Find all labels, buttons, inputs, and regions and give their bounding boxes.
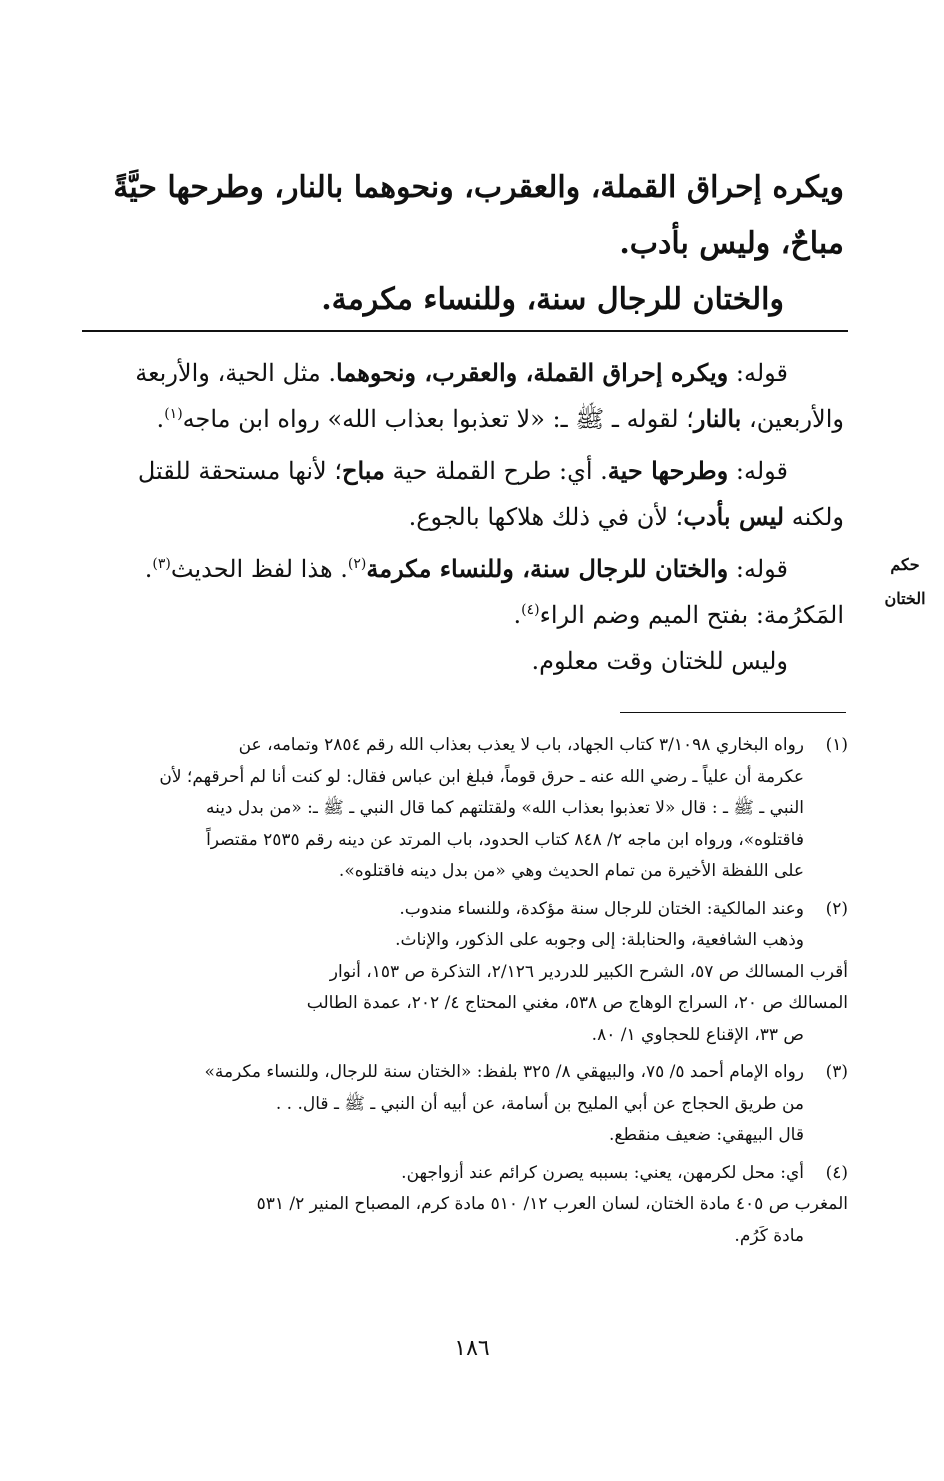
text: . (156, 405, 165, 433)
footnote (68, 730, 848, 762)
matn-line: والختان للرجال سنة، وللنساء مكرمة. (321, 282, 784, 317)
text: قوله: (728, 359, 788, 387)
quoted-matn: بالنار (693, 404, 742, 433)
commentary (74, 350, 844, 684)
matn-text (84, 160, 844, 328)
footnote-text: وعند المالكية: الختان للرجال سنة مؤكدة، وللنساء مندوب. (399, 898, 804, 919)
text: قوله: (728, 457, 788, 485)
text: . هذا لفظ الحديث (170, 555, 348, 583)
footnote-ref[interactable]: (٢) (347, 556, 367, 572)
footnote-number: (٢) (825, 898, 848, 919)
text: ؛ لقوله ـ ﷺ ـ: «لا تعذبوا بعذاب الله» رواه ابن ماجه (182, 405, 694, 433)
commentary-line (74, 494, 844, 540)
footnote-line: فاقتلوه»، ورواه ابن ماجه ٢/ ٨٤٨ كتاب الحدود، باب المرتد عن دينه رقم ٢٥٣٥ مقتصراً (206, 829, 804, 850)
quoted-matn: ويكره إحراق القملة، والعقرب، ونحوهما (336, 358, 729, 387)
footnotes (68, 730, 848, 1252)
footnote-line: على اللفظة الأخيرة من تمام الحديث وهي «من بدل دينه فاقتلوه». (338, 861, 804, 881)
footnote-text: رواه البخاري ٣/١٠٩٨ كتاب الجهاد، باب لا يعذب بعذاب الله رقم ٢٨٥٤ وتمامه، عن (238, 735, 804, 755)
text: ولكنه (784, 503, 844, 531)
footnote-text: أي: محل لكرمهن، يعني: بسببه يصرن كرائم عند أزواجهن. (401, 1162, 804, 1183)
footnote-number: (١) (825, 735, 848, 755)
footnote-line: ص ٣٣، الإقناع للحجاوي ١/ ٨٠. (591, 1024, 804, 1045)
footnote-line: مادة كَرُم. (734, 1225, 804, 1246)
footnote-line: المسالك ص ٢٠، السراج الوهاج ص ٥٣٨، مغني المحتاج ٤/ ٢٠٢، عمدة الطالب (306, 993, 848, 1013)
commentary-line (74, 448, 844, 494)
footnote (68, 1057, 848, 1089)
footnote-ref[interactable]: (١) (164, 406, 183, 422)
quoted-matn: ليس بأدب (683, 502, 785, 531)
text: . (144, 555, 153, 583)
footnote-line: وذهب الشافعية، والحنابلة: إلى وجوبه على الذكور، والإناث. (395, 930, 804, 950)
quoted-matn: مباح (341, 456, 385, 485)
footnote-line: من طريق الحجاج عن أبي المليح بن أسامة، عن أبيه أن النبي ـ ﷺ ـ قال. . . (275, 1093, 804, 1114)
commentary-line (74, 592, 844, 638)
footnote-number: (٣) (825, 1062, 848, 1082)
text: ؛ لأن في ذلك هلاكها بالجوع. (408, 503, 684, 531)
text: ؛ لأنها مستحقة للقتل (137, 457, 342, 485)
margin-heading-line: حكم (890, 555, 920, 574)
text: قوله: (728, 555, 788, 583)
footnote-number: (٤) (825, 1162, 848, 1183)
footnote-ref[interactable]: (٤) (521, 602, 540, 618)
text: المَكرُمة: بفتح الميم وضم الراء (539, 601, 844, 629)
page-number: ١٨٦ (454, 1336, 490, 1361)
margin-heading (870, 548, 940, 616)
margin-heading-line: الختان (884, 589, 926, 608)
commentary-line (74, 350, 844, 396)
footnote (68, 894, 848, 926)
matn-line: مباحٌ، وليس بأدب. (619, 226, 844, 261)
text: . مثل الحية، والأربعة (135, 359, 336, 387)
footnote-line: عكرمة أن علياً ـ رضي الله عنه ـ حرق قوماً، فبلغ ابن عباس فقال: لو كنت أنا لم أحرقهم؛ لأن (159, 766, 804, 787)
commentary-line: وليس للختان وقت معلوم. (531, 647, 788, 675)
commentary-line (74, 546, 844, 592)
quoted-matn: والختان للرجال سنة، وللنساء مكرمة (366, 554, 729, 583)
section-divider (82, 330, 848, 332)
text: . (513, 601, 522, 629)
commentary-line (74, 396, 844, 442)
text: . أي: طرح القملة حية (384, 457, 608, 485)
footnote-line: قال البيهقي: ضعيف منقطع. (609, 1125, 804, 1145)
footnote-line: أقرب المسالك ص ٥٧، الشرح الكبير للدردير ٢/١٢٦، التذكرة ص ١٥٣، أنوار (329, 961, 848, 982)
footnote-text: رواه الإمام أحمد ٥/ ٧٥، والبيهقي ٨/ ٣٢٥ بلفظ: «الختان سنة للرجال، وللنساء مكرمة» (204, 1062, 804, 1082)
footnote-line: النبي ـ ﷺ ـ : قال «لا تعذبوا بعذاب الله» ولقتلتهم كما قال النبي ـ ﷺ ـ: «من بدل دينه (205, 798, 804, 818)
quoted-matn: وطرحها حية (607, 456, 729, 485)
footnote-line: المغرب ص ٤٠٥ مادة الختان، لسان العرب ١٢/ ٥١٠ مادة كرم، المصباح المنير ٢/ ٥٣١ (256, 1194, 848, 1214)
text: والأربعين، (741, 405, 844, 433)
footnote (68, 1158, 848, 1190)
footnote-ref[interactable]: (٣) (152, 556, 171, 572)
matn-line: ويكره إحراق القملة، والعقرب، ونحوهما بالنار، وطرحها حيَّةً (113, 170, 844, 205)
footnote-divider (620, 712, 846, 713)
